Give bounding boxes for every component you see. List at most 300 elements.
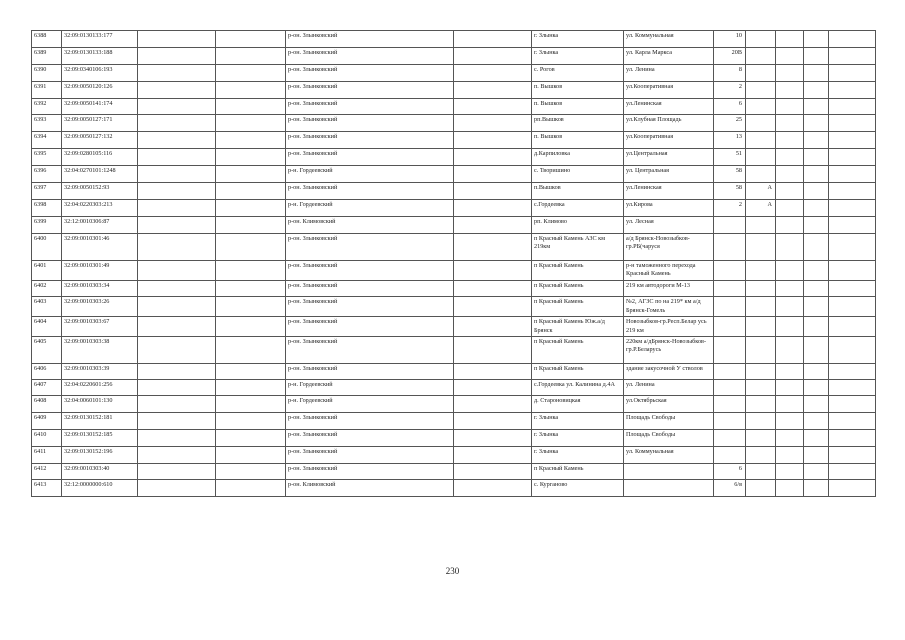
empty-cell [804,380,829,396]
house-number-cell [714,337,746,364]
empty-cell [776,380,804,396]
cadastral-number-cell: 32:09:0010301:46 [62,233,138,260]
table-row [32,380,876,396]
house-letter-cell [746,412,776,429]
row-id-cell: 6410 [32,429,62,446]
empty-cell [454,81,532,98]
empty-cell [776,81,804,98]
row-id-cell: 6389 [32,47,62,64]
row-id-cell: 6391 [32,81,62,98]
empty-cell [216,199,286,216]
empty-cell [454,396,532,413]
row-id-cell: 6407 [32,380,62,396]
table-row [32,81,876,98]
empty-cell [776,98,804,115]
empty-cell [138,297,216,317]
house-number-cell: 2 [714,199,746,216]
empty-cell [454,31,532,48]
cadastral-number-cell: 32:09:0130152:185 [62,429,138,446]
house-letter-cell [746,233,776,260]
empty-cell [804,317,829,337]
empty-cell [776,412,804,429]
empty-cell [829,98,876,115]
empty-cell [454,64,532,81]
house-number-cell [714,396,746,413]
house-number-cell [714,260,746,280]
house-number-cell [714,364,746,380]
empty-cell [454,297,532,317]
district-cell: р-он. Климовский [286,216,454,233]
empty-cell [804,199,829,216]
district-cell: р-он. Злынковский [286,233,454,260]
empty-cell [454,480,532,497]
house-number-cell: 10 [714,31,746,48]
empty-cell [216,166,286,183]
row-id-cell: 6405 [32,337,62,364]
cadastral-number-cell: 32:09:0010303:34 [62,280,138,297]
empty-cell [776,149,804,166]
district-cell: р-он. Злынковский [286,81,454,98]
empty-cell [138,47,216,64]
empty-cell [454,115,532,132]
house-letter-cell [746,149,776,166]
district-cell: р-н. Гордеевский [286,166,454,183]
row-id-cell: 6388 [32,31,62,48]
locality-cell: п. Вышков [532,81,624,98]
empty-cell [454,463,532,480]
house-letter-cell [746,31,776,48]
cadastral-number-cell: 32:09:0280105:116 [62,149,138,166]
cadastral-number-cell: 32:09:0010303:26 [62,297,138,317]
house-letter-cell [746,429,776,446]
empty-cell [829,47,876,64]
locality-cell: г. Злынка [532,31,624,48]
table-row [32,280,876,297]
empty-cell [138,280,216,297]
registry-table [31,30,876,497]
registry-table-body [32,31,876,497]
table-row [32,446,876,463]
empty-cell [216,337,286,364]
street-cell: ул.Кооперативная [624,81,714,98]
empty-cell [454,337,532,364]
table-row [32,149,876,166]
table-row [32,115,876,132]
table-row [32,364,876,380]
empty-cell [829,31,876,48]
street-cell: 220км а/дБрянск-Новозыбков-гр.Р.Беларусь [624,337,714,364]
empty-cell [804,115,829,132]
district-cell: р-он. Злынковский [286,317,454,337]
district-cell: р-он. Злынковский [286,429,454,446]
house-number-cell: 51 [714,149,746,166]
empty-cell [776,364,804,380]
cadastral-number-cell: 32:09:0130133:188 [62,47,138,64]
table-row [32,47,876,64]
house-number-cell: 6 [714,463,746,480]
empty-cell [138,233,216,260]
house-number-cell [714,380,746,396]
cadastral-number-cell: 32:12:0000000:610 [62,480,138,497]
locality-cell: п Красный Камень [532,280,624,297]
street-cell: ул.Кирова [624,199,714,216]
house-number-cell [714,446,746,463]
empty-cell [829,166,876,183]
house-number-cell: 8 [714,64,746,81]
empty-cell [216,297,286,317]
table-row [32,429,876,446]
empty-cell [804,429,829,446]
empty-cell [454,132,532,149]
house-number-cell [714,412,746,429]
street-cell: р-н таможенного перехода Красный Камень [624,260,714,280]
empty-cell [776,260,804,280]
house-number-cell: 13 [714,132,746,149]
cadastral-number-cell: 32:09:0010303:39 [62,364,138,380]
table-row [32,412,876,429]
row-id-cell: 6399 [32,216,62,233]
empty-cell [776,183,804,200]
empty-cell [454,183,532,200]
locality-cell: с. Творишино [532,166,624,183]
district-cell: р-н. Гордеевский [286,380,454,396]
empty-cell [138,396,216,413]
empty-cell [804,149,829,166]
house-number-cell [714,429,746,446]
empty-cell [776,64,804,81]
empty-cell [829,216,876,233]
table-row [32,233,876,260]
row-id-cell: 6392 [32,98,62,115]
cadastral-number-cell: 32:09:0050141:174 [62,98,138,115]
empty-cell [804,183,829,200]
empty-cell [776,199,804,216]
empty-cell [216,216,286,233]
empty-cell [804,337,829,364]
street-cell: а/д Брянск-Новозыбков-гр.РБ(чаруся [624,233,714,260]
locality-cell: с. Курганово [532,480,624,497]
district-cell: р-он. Злынковский [286,47,454,64]
house-letter-cell [746,297,776,317]
locality-cell: п Красный Камень [532,297,624,317]
street-cell: ул. Карла Маркса [624,47,714,64]
locality-cell: г. Злынка [532,446,624,463]
house-letter-cell [746,216,776,233]
row-id-cell: 6393 [32,115,62,132]
district-cell: р-н. Гордеевский [286,199,454,216]
cadastral-number-cell: 32:09:0050120:126 [62,81,138,98]
row-id-cell: 6413 [32,480,62,497]
house-letter-cell [746,337,776,364]
empty-cell [454,260,532,280]
empty-cell [216,380,286,396]
empty-cell [804,132,829,149]
house-number-cell: 58 [714,183,746,200]
empty-cell [216,81,286,98]
empty-cell [804,364,829,380]
locality-cell: п Красный Камень [532,364,624,380]
empty-cell [776,280,804,297]
cadastral-number-cell: 32:09:0050127:132 [62,132,138,149]
locality-cell: д. Староновицкая [532,396,624,413]
locality-cell: с.Гордеевка ул. Калинина д.4А [532,380,624,396]
district-cell: р-он. Злынковский [286,280,454,297]
empty-cell [216,429,286,446]
empty-cell [804,297,829,317]
cadastral-number-cell: 32:09:0130133:177 [62,31,138,48]
empty-cell [216,412,286,429]
row-id-cell: 6404 [32,317,62,337]
empty-cell [138,64,216,81]
district-cell: р-он. Злынковский [286,149,454,166]
empty-cell [454,149,532,166]
street-cell: №2, АГЗС по на 219* км а/д Брянск-Гомель [624,297,714,317]
empty-cell [216,463,286,480]
empty-cell [776,480,804,497]
empty-cell [138,31,216,48]
empty-cell [216,280,286,297]
empty-cell [804,480,829,497]
row-id-cell: 6396 [32,166,62,183]
empty-cell [138,183,216,200]
empty-cell [804,280,829,297]
empty-cell [829,380,876,396]
locality-cell: с. Рогов [532,64,624,81]
empty-cell [216,233,286,260]
house-letter-cell [746,317,776,337]
row-id-cell: 6403 [32,297,62,317]
house-letter-cell [746,396,776,413]
street-cell: ул. Ленина [624,380,714,396]
empty-cell [216,364,286,380]
row-id-cell: 6408 [32,396,62,413]
empty-cell [216,64,286,81]
street-cell: ул. Коммунальная [624,31,714,48]
empty-cell [804,396,829,413]
empty-cell [776,115,804,132]
street-cell: 219 км автодороги М-13 [624,280,714,297]
empty-cell [216,183,286,200]
street-cell: ул. Ленина [624,64,714,81]
empty-cell [138,98,216,115]
row-id-cell: 6411 [32,446,62,463]
locality-cell: п. Вышков [532,98,624,115]
house-letter-cell [746,64,776,81]
empty-cell [454,98,532,115]
house-number-cell [714,297,746,317]
empty-cell [829,260,876,280]
street-cell: Площадь Свободы [624,429,714,446]
table-row [32,132,876,149]
empty-cell [216,260,286,280]
row-id-cell: 6394 [32,132,62,149]
empty-cell [138,429,216,446]
cadastral-number-cell: 32:04:0270101:1248 [62,166,138,183]
empty-cell [454,380,532,396]
house-number-cell: 25 [714,115,746,132]
empty-cell [776,429,804,446]
street-cell: Новозыбков-гр.Респ.Белар усь 219 км [624,317,714,337]
empty-cell [138,132,216,149]
cadastral-number-cell: 32:04:0060101:130 [62,396,138,413]
row-id-cell: 6409 [32,412,62,429]
empty-cell [454,199,532,216]
row-id-cell: 6402 [32,280,62,297]
street-cell: ул. Коммунальная [624,446,714,463]
empty-cell [776,132,804,149]
locality-cell: п Красный Камень Юж.а/д Брянск [532,317,624,337]
cadastral-number-cell: 32:04:0220601:256 [62,380,138,396]
row-id-cell: 6390 [32,64,62,81]
district-cell: р-он. Злынковский [286,412,454,429]
empty-cell [804,98,829,115]
empty-cell [804,64,829,81]
empty-cell [216,446,286,463]
locality-cell: с.Гордеевка [532,199,624,216]
street-cell: ул.Центральная [624,149,714,166]
locality-cell: п Красный Камень [532,260,624,280]
empty-cell [216,396,286,413]
house-number-cell [714,216,746,233]
locality-cell: д.Карпиловка [532,149,624,166]
district-cell: р-он. Злынковский [286,463,454,480]
locality-cell: п. Вышков [532,132,624,149]
empty-cell [829,183,876,200]
district-cell: р-он. Злынковский [286,98,454,115]
house-number-cell: 58 [714,166,746,183]
empty-cell [138,412,216,429]
empty-cell [454,317,532,337]
house-number-cell [714,233,746,260]
empty-cell [454,280,532,297]
empty-cell [804,31,829,48]
street-cell: ул.Октябрьская [624,396,714,413]
empty-cell [216,132,286,149]
street-cell [624,480,714,497]
row-id-cell: 6398 [32,199,62,216]
house-letter-cell [746,166,776,183]
locality-cell: рп.Вышков [532,115,624,132]
empty-cell [138,199,216,216]
empty-cell [138,166,216,183]
empty-cell [454,429,532,446]
street-cell: ул. Лесная [624,216,714,233]
empty-cell [216,115,286,132]
empty-cell [138,446,216,463]
empty-cell [829,81,876,98]
house-letter-cell [746,115,776,132]
locality-cell: п Красный Камень АЗС км 219км [532,233,624,260]
house-letter-cell: А [746,183,776,200]
house-number-cell [714,280,746,297]
locality-cell: г. Злынка [532,47,624,64]
empty-cell [138,480,216,497]
empty-cell [829,317,876,337]
empty-cell [138,216,216,233]
house-number-cell: 20В [714,47,746,64]
house-letter-cell [746,446,776,463]
cadastral-number-cell: 32:09:0010303:40 [62,463,138,480]
empty-cell [829,429,876,446]
street-cell: ул.Ленинская [624,183,714,200]
empty-cell [216,31,286,48]
empty-cell [829,364,876,380]
cadastral-number-cell: 32:09:0010301:49 [62,260,138,280]
district-cell: р-он. Климовский [286,480,454,497]
empty-cell [138,260,216,280]
table-row [32,31,876,48]
house-number-cell: 6/в [714,480,746,497]
house-number-cell: 2 [714,81,746,98]
empty-cell [138,317,216,337]
district-cell: р-он. Злынковский [286,115,454,132]
empty-cell [804,446,829,463]
empty-cell [776,216,804,233]
locality-cell: п Красный Камень [532,463,624,480]
empty-cell [454,233,532,260]
district-cell: р-он. Злынковский [286,31,454,48]
empty-cell [776,317,804,337]
empty-cell [829,446,876,463]
cadastral-number-cell: 32:09:0340106:193 [62,64,138,81]
table-row [32,216,876,233]
street-cell: ул.Кооперативная [624,132,714,149]
empty-cell [829,132,876,149]
house-letter-cell [746,364,776,380]
empty-cell [804,260,829,280]
street-cell: ул.Клубная Площадь [624,115,714,132]
district-cell: р-н. Гордеевский [286,396,454,413]
table-row [32,64,876,81]
table-row [32,337,876,364]
empty-cell [804,463,829,480]
row-id-cell: 6412 [32,463,62,480]
empty-cell [776,233,804,260]
empty-cell [454,412,532,429]
empty-cell [829,463,876,480]
cadastral-number-cell: 32:09:0130152:196 [62,446,138,463]
empty-cell [804,81,829,98]
house-letter-cell [746,463,776,480]
empty-cell [216,98,286,115]
district-cell: р-он. Злынковский [286,297,454,317]
empty-cell [216,47,286,64]
house-letter-cell [746,280,776,297]
table-row [32,260,876,280]
empty-cell [829,337,876,364]
row-id-cell: 6406 [32,364,62,380]
empty-cell [216,317,286,337]
empty-cell [454,216,532,233]
house-number-cell [714,317,746,337]
street-cell: Площадь Свободы [624,412,714,429]
table-row [32,480,876,497]
empty-cell [776,166,804,183]
table-row [32,297,876,317]
empty-cell [804,412,829,429]
district-cell: р-он. Злынковский [286,64,454,81]
district-cell: р-он. Злынковский [286,260,454,280]
row-id-cell: 6395 [32,149,62,166]
empty-cell [138,337,216,364]
empty-cell [216,149,286,166]
empty-cell [776,337,804,364]
cadastral-number-cell: 32:12:0010306:87 [62,216,138,233]
empty-cell [829,396,876,413]
house-letter-cell [746,260,776,280]
table-row [32,199,876,216]
cadastral-number-cell: 32:04:0220303:213 [62,199,138,216]
